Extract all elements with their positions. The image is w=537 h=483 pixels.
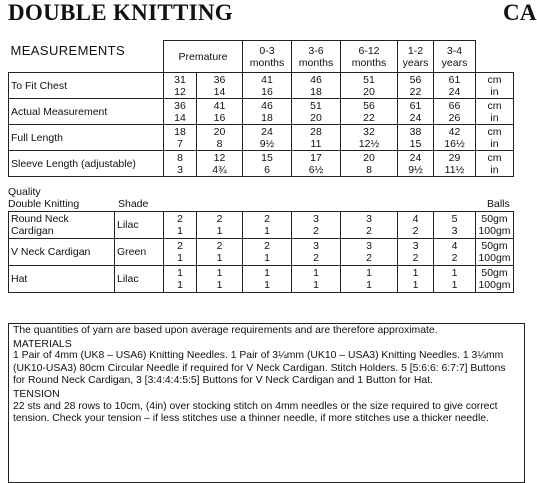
value-in: 4¾ [212,163,227,176]
value-in: 6 [264,163,270,176]
measurement-value [341,151,398,177]
count-50gm: 2 [264,240,270,252]
count-100gm: 1 [216,279,223,291]
value-in: 26 [448,111,461,124]
count-100gm: 1 [216,225,223,237]
col-header-premature: Premature [164,41,243,73]
unit-cm: cm [487,125,502,138]
yarn-table [8,211,514,293]
measurement-value [164,99,197,125]
value-cm: 20 [213,125,226,138]
measurement-value [197,99,243,125]
ball-weight-50: 50gm [481,267,508,279]
unit-cell [476,73,514,99]
measurement-value [434,151,476,177]
page-title: DOUBLE KNITTING [8,0,233,25]
count-50gm: 2 [264,213,270,225]
measurement-value [434,73,476,99]
ball-count [197,212,243,239]
measurement-value [197,151,243,177]
col-header: 3-6 months [292,41,341,73]
value-in: 20 [310,111,322,124]
value-in: 15 [409,137,422,150]
ball-count [398,239,434,266]
ball-weight [476,266,514,293]
measurement-value [398,151,434,177]
ball-weight-50: 50gm [481,213,508,225]
col-header: 3-4 years [434,41,476,73]
ball-weight-50: 50gm [481,240,508,252]
measurement-value [292,125,341,151]
count-50gm: 3 [412,240,419,252]
unit-cell [476,99,514,125]
value-in: 18 [310,85,322,98]
count-50gm: 2 [216,213,223,225]
count-50gm: 1 [216,267,223,279]
garment-name: V Neck Cardigan [9,239,115,266]
measurement-value [197,125,243,151]
ball-count [243,266,292,293]
measurement-label: Actual Measurement [9,99,164,125]
ball-count [434,212,476,239]
measurement-value [164,125,197,151]
measurement-label: Sleeve Length (adjustable) [9,151,164,177]
value-cm: 36 [213,73,226,86]
value-in: 11 [310,137,322,150]
count-100gm: 3 [451,225,458,237]
value-cm: 28 [310,125,322,138]
col-header: 6-12 months [341,41,398,73]
count-100gm: 2 [412,225,419,237]
balls-label: Balls [487,198,510,210]
count-100gm: 1 [177,225,183,237]
unit-cell [476,151,514,177]
value-in: 16 [213,111,226,124]
value-cm: 12 [213,151,226,164]
count-50gm: 3 [366,240,372,252]
measurement-value [341,73,398,99]
ball-count [341,266,398,293]
value-cm: 56 [409,73,422,86]
shade-value: Green [115,239,164,266]
value-cm: 51 [363,73,375,86]
value-cm: 41 [261,73,273,86]
ball-count [164,212,197,239]
yarn-row [9,239,514,266]
count-100gm: 1 [264,279,270,291]
measurement-value [434,99,476,125]
value-cm: 24 [261,125,273,138]
unit-cm: cm [487,99,502,112]
notes-box [8,323,525,483]
measurement-value [398,125,434,151]
measurement-value [398,73,434,99]
value-in: 9½ [408,163,423,176]
measurement-value [398,99,434,125]
value-in: 9½ [259,137,275,150]
value-in: 22 [409,85,422,98]
count-50gm: 3 [313,240,319,252]
count-100gm: 2 [366,225,372,237]
ball-count [292,239,341,266]
measurement-label: To Fit Chest [9,73,164,99]
value-cm: 51 [310,99,322,112]
ball-weight [476,239,514,266]
value-cm: 20 [363,151,375,164]
garment-name: Hat [9,266,115,293]
materials-text: 1 Pair of 4mm (UK8 – USA6) Knitting Needles. 1 Pair of 3¼mm (UK10 – USA3) Knitting Needles. 1 3¼mm (UK10-USA3) 80cm Circular Needle if required for V Neck Cardigan. Stitch Holders. 5 [5:6:6: 6:7:7] Buttons for Round Neck Cardigan, 3 [3:4:4:4:5:5] Buttons for V Neck Cardigan and 1 Button for Hat. [13,350,506,387]
value-cm: 18 [174,125,186,138]
value-cm: 17 [310,151,322,164]
count-50gm: 2 [177,213,183,225]
ball-count [197,266,243,293]
count-100gm: 1 [366,279,372,291]
ball-count [434,239,476,266]
value-cm: 46 [310,73,322,86]
shade-value: Lilac [115,266,164,293]
ball-count [434,266,476,293]
quality-label: Quality Double Knitting [8,186,80,210]
count-50gm: 2 [216,240,223,252]
measurement-row [9,99,514,125]
empty-cell [476,41,514,73]
value-cm: 8 [177,151,183,164]
ball-count [398,266,434,293]
count-100gm: 1 [177,279,183,291]
measurement-row [9,73,514,99]
count-100gm: 1 [264,225,270,237]
measurement-value [197,73,243,99]
measurement-value [243,151,292,177]
value-in: 14 [174,111,186,124]
value-in: 16 [261,85,273,98]
measurement-row [9,125,514,151]
page-title-right: CA [503,0,537,25]
tension-text: 22 sts and 28 rows to 10cm, (4in) over stocking stitch on 4mm needles or the size required to give correct tension. Check your tension – if less stitches use a thinner needle, if more stitches use a thicker needle. [13,400,498,425]
count-100gm: 2 [366,252,372,264]
unit-cell [476,125,514,151]
measurement-label: Full Length [9,125,164,151]
materials-heading: MATERIALS [13,337,72,350]
count-50gm: 4 [412,213,419,225]
value-in: 7 [177,137,183,150]
count-100gm: 1 [451,279,458,291]
count-50gm: 5 [451,213,458,225]
count-50gm: 1 [313,267,319,279]
ball-count [341,212,398,239]
shade-value: Lilac [115,212,164,239]
measurement-value [164,151,197,177]
ball-count [164,239,197,266]
count-50gm: 1 [264,267,270,279]
measurement-value [164,73,197,99]
value-in: 14 [213,85,226,98]
garment-name: Round Neck Cardigan [9,212,115,239]
value-in: 24 [409,111,422,124]
value-cm: 36 [174,99,186,112]
ball-weight-100: 100gm [478,225,511,237]
count-50gm: 1 [451,267,458,279]
measurement-value [243,99,292,125]
unit-in: in [490,163,499,176]
value-cm: 32 [363,125,375,138]
ball-count [243,212,292,239]
count-100gm: 1 [313,279,319,291]
count-100gm: 1 [177,252,183,264]
value-cm: 42 [448,125,461,138]
value-cm: 24 [409,151,422,164]
measurement-value [243,73,292,99]
col-header: 1-2 years [398,41,434,73]
count-100gm: 2 [313,252,319,264]
count-100gm: 1 [412,279,419,291]
ball-count [398,212,434,239]
unit-cm: cm [487,73,502,86]
shade-label: Shade [118,198,149,210]
tension-heading: TENSION [13,387,60,400]
count-100gm: 1 [264,252,270,264]
value-cm: 15 [261,151,273,164]
value-cm: 31 [174,73,186,86]
value-cm: 41 [213,99,226,112]
measurements-caption: MEASUREMENTS [10,42,126,58]
measurement-value [292,151,341,177]
yarn-row [9,212,514,239]
count-50gm: 1 [177,267,183,279]
ball-weight-100: 100gm [478,252,511,264]
value-in: 8 [366,163,372,176]
count-50gm: 1 [412,267,419,279]
ball-count [164,266,197,293]
measurement-value [341,125,398,151]
count-50gm: 1 [366,267,372,279]
count-50gm: 4 [451,240,458,252]
measurements-table [8,40,514,177]
unit-in: in [490,85,499,98]
value-in: 18 [261,111,273,124]
ball-count [197,239,243,266]
count-50gm: 2 [177,240,183,252]
value-in: 12½ [358,137,380,150]
ball-count [243,239,292,266]
col-header: 0-3 months [243,41,292,73]
measurement-value [292,99,341,125]
ball-count [341,239,398,266]
value-in: 3 [177,163,183,176]
ball-count [292,266,341,293]
count-100gm: 2 [412,252,419,264]
ball-weight-100: 100gm [478,279,511,291]
measurement-value [341,99,398,125]
measurement-value [292,73,341,99]
value-cm: 38 [409,125,422,138]
value-cm: 56 [363,99,375,112]
measurement-value [434,125,476,151]
value-in: 16½ [444,137,465,150]
measurement-value [243,125,292,151]
value-in: 22 [363,111,375,124]
yarn-row [9,266,514,293]
ball-weight [476,212,514,239]
value-cm: 66 [448,99,461,112]
value-in: 11½ [444,163,465,176]
value-cm: 61 [409,99,422,112]
unit-in: in [490,111,499,124]
value-cm: 61 [448,73,461,86]
value-in: 6½ [308,163,324,176]
measurement-row [9,151,514,177]
unit-cm: cm [487,151,502,164]
value-in: 24 [448,85,461,98]
count-100gm: 2 [313,225,319,237]
ball-count [292,212,341,239]
value-in: 20 [363,85,375,98]
count-100gm: 2 [451,252,458,264]
count-50gm: 3 [313,213,319,225]
value-cm: 29 [448,151,461,164]
approx-note: The quantities of yarn are based upon average requirements and are therefore approximate. [13,325,438,336]
value-in: 8 [216,137,223,150]
value-cm: 46 [261,99,273,112]
value-in: 12 [174,85,186,98]
count-100gm: 1 [216,252,223,264]
unit-in: in [490,137,499,150]
count-50gm: 3 [366,213,372,225]
